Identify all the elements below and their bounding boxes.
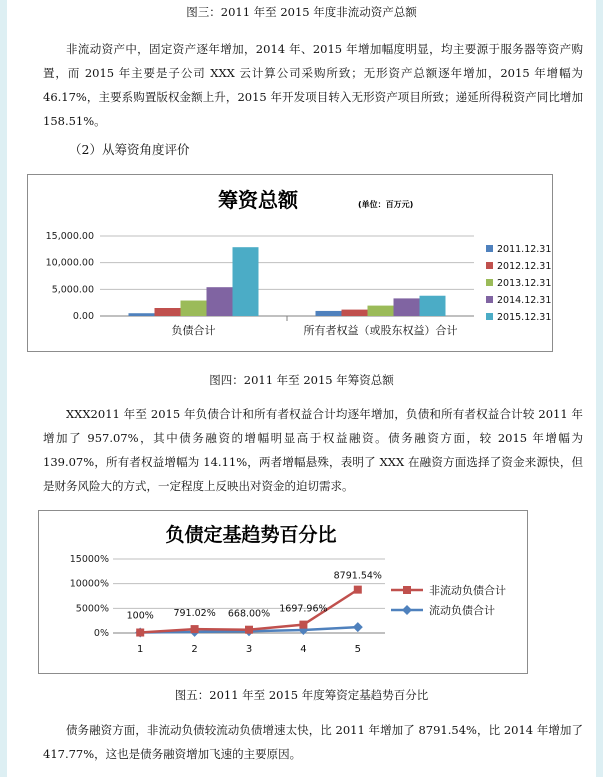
- chart1-y-tick-label: 10,000.00: [45, 257, 94, 269]
- chart2-y-tick-label: 5000%: [75, 603, 109, 615]
- chart2-point: [353, 622, 363, 632]
- chart2-legend-label: 非流动负债合计: [429, 584, 506, 597]
- chart1-unit-note: (单位：百万元): [358, 200, 414, 209]
- document-page: [7, 0, 596, 777]
- chart1-x-tick-label: 所有者权益（或股东权益）合计: [303, 324, 458, 337]
- chart1-legend-label: 2012.12.31: [497, 261, 552, 272]
- chart2-point: [191, 625, 199, 633]
- figure3-caption: 图三：2011 年至 2015 年度非流动资产总额: [186, 5, 417, 19]
- financing-total-svg: [28, 175, 552, 351]
- chart2-data-label: 8791.54%: [333, 570, 382, 582]
- chart1-bar: [420, 296, 446, 316]
- chart2-data-label: 668.00%: [227, 608, 271, 620]
- chart1-legend-swatch: [486, 245, 493, 252]
- paragraph-financing-analysis: XXX2011 年至 2015 年负债合计和所有者权益合计均逐年增加，负债和所有者权益合计较 2011 年增加了 957.07%，其中债务融资的增幅明显高于权益融资。债务融资方面，较 2015 年增幅为 139.07%，所有者权益增幅为 14.11%，两者增幅悬殊，表明了 XXX 在融资方面选择了资金来源快，但是财务风险大的方式，一定程度上反映出对资金的迫切需求。: [43, 407, 583, 493]
- chart2-x-tick-label: 3: [245, 644, 253, 655]
- chart2-point: [354, 586, 362, 594]
- figure5-caption: 图五：2011 年至 2015 年度筹资定基趋势百分比: [174, 688, 429, 702]
- chart1-legend: [486, 244, 551, 323]
- chart2-x-tick-label: 4: [300, 644, 307, 655]
- chart2-legend: [391, 583, 506, 617]
- chart1-legend-swatch: [486, 262, 493, 269]
- paragraph-debt-financing: 债务融资方面，非流动负债较流动负债增速太快，比 2011 年增加了 8791.54%，比 2014 年增加了 417.77%，这也是债务融资增加飞速的主要原因。: [43, 723, 583, 761]
- chart1-y-tick-label: 5,000.00: [51, 284, 94, 296]
- chart2-data-label: 100%: [126, 610, 154, 622]
- chart2-x-tick-label: 5: [354, 644, 361, 655]
- chart2-legend-label: 流动负债合计: [429, 604, 495, 617]
- chart1-legend-swatch: [486, 313, 493, 320]
- chart2-title: 负债定基趋势百分比: [165, 524, 337, 546]
- chart2-legend-marker: [402, 605, 412, 615]
- chart2-point: [136, 629, 144, 637]
- chart2-y-tick-label: 10000%: [69, 578, 109, 590]
- debt-trend-svg: [39, 511, 527, 673]
- chart1-bar: [342, 310, 368, 316]
- chart1-bar: [181, 301, 207, 316]
- chart1-bar: [207, 287, 233, 316]
- chart1-x-tick-label: 负债合计: [171, 324, 216, 337]
- chart2-point: [245, 626, 253, 634]
- chart2-x-tick-label: 2: [191, 644, 198, 655]
- debt-trend-chart: [38, 510, 528, 674]
- financing-total-chart: [27, 174, 553, 352]
- chart1-bar: [394, 298, 420, 316]
- chart2-y-tick-label: 15000%: [69, 554, 109, 565]
- chart1-y-tick-label: 0.00: [72, 311, 94, 322]
- section-subheading: （2）从筹资角度评价: [69, 142, 190, 157]
- chart1-bar: [155, 308, 181, 316]
- chart1-bar: [316, 311, 342, 316]
- chart1-plot-area: [46, 231, 474, 337]
- figure4-caption: 图四：2011 年至 2015 年筹资总额: [209, 373, 394, 387]
- chart1-title: 筹资总额: [218, 188, 298, 212]
- chart2-x-tick-label: 1: [137, 644, 144, 655]
- chart2-plot-area: [70, 554, 385, 655]
- chart2-data-label: 791.02%: [173, 608, 216, 620]
- chart1-legend-swatch: [486, 296, 493, 303]
- chart1-y-tick-label: 15,000.00: [45, 231, 94, 242]
- paragraph-noncurrent-assets: 非流动资产中，固定资产逐年增加，2014 年、2015 年增加幅度明显，均主要源于服务器等资产购置，而 2015 年主要是子公司 XXX 云计算公司采购所致；无形资产总额逐年增加，2015 年增幅为 46.17%，主要系购置版权金额上升，2015 年开发项目转入无形资产项目所致；递延所得税资产同比增加 158.51%。: [43, 42, 583, 128]
- chart2-data-label: 1697.96%: [279, 603, 328, 615]
- chart1-legend-swatch: [486, 279, 493, 286]
- chart1-legend-label: 2013.12.31: [497, 278, 552, 289]
- chart2-legend-marker: [403, 586, 411, 594]
- chart1-bar: [233, 247, 259, 316]
- chart1-bar: [129, 313, 155, 316]
- chart1-legend-label: 2014.12.31: [497, 295, 552, 306]
- chart1-bar: [368, 306, 394, 316]
- chart1-legend-label: 2015.12.31: [497, 312, 552, 323]
- chart1-legend-label: 2011.12.31: [497, 244, 552, 255]
- chart2-y-tick-label: 0%: [93, 628, 109, 639]
- chart2-point: [299, 621, 307, 629]
